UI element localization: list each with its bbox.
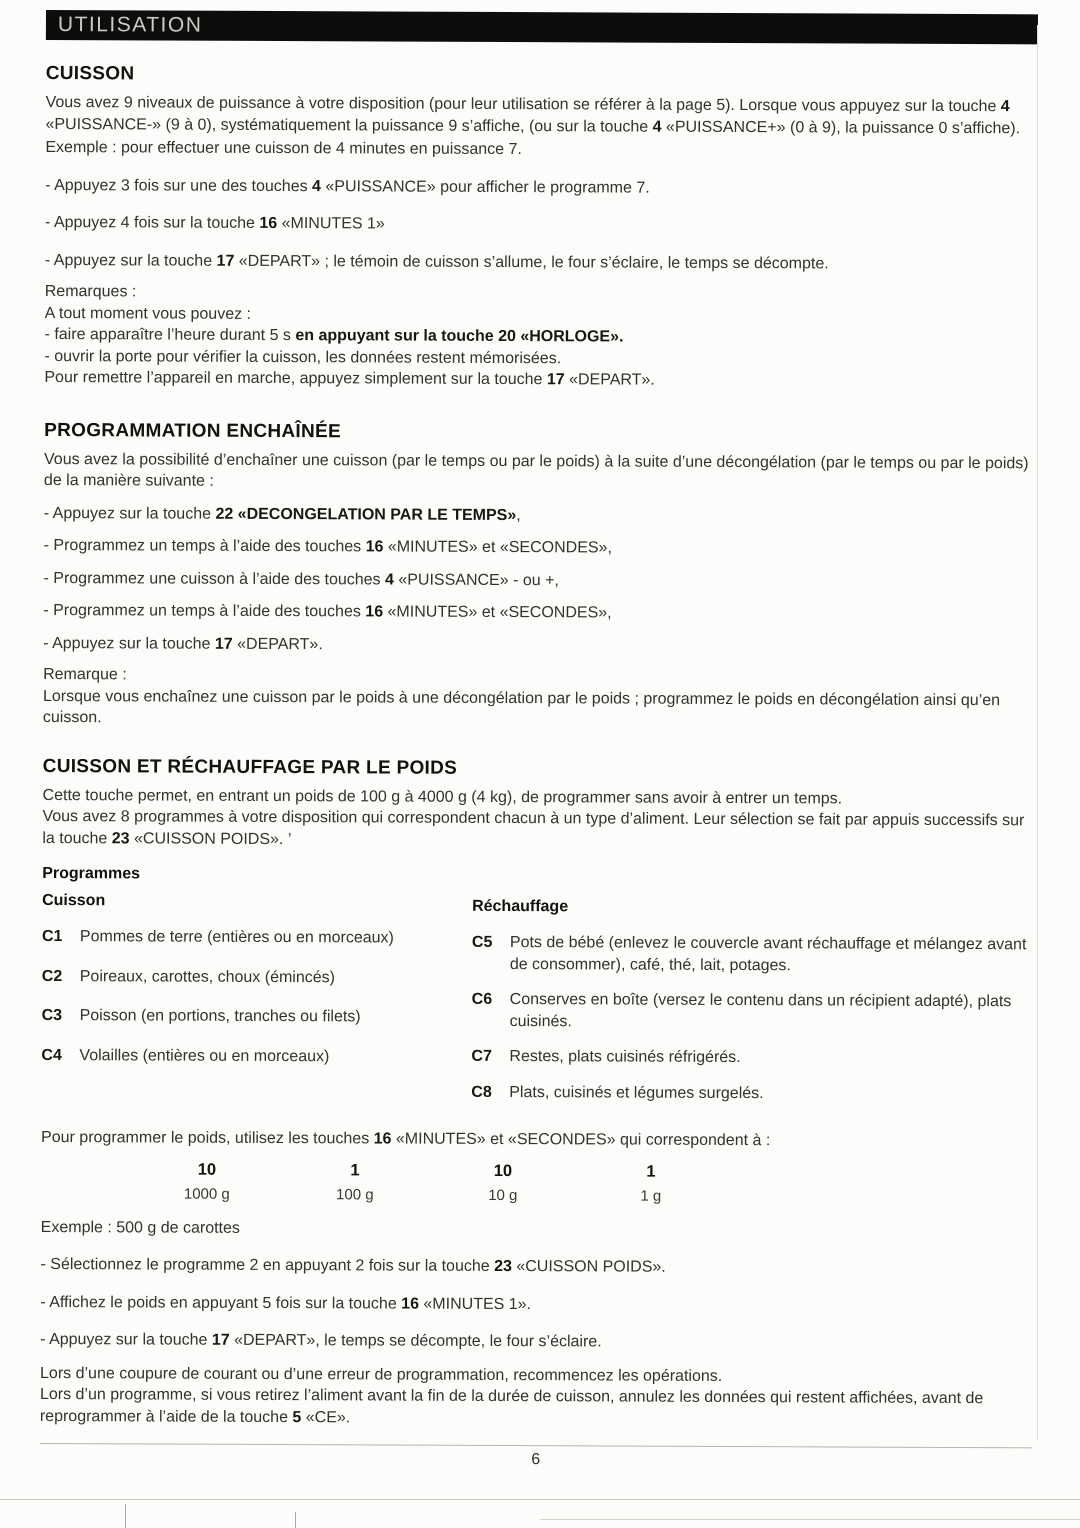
- page-number: 6: [531, 1451, 541, 1469]
- poids-intro-1: Cette touche permet, en entrant un poids de 100 g à 4000 g (4 kg), de programmer sans avoir à entrer un temps.: [42, 786, 843, 807]
- program-text: Plats, cuisinés et légumes surgelés.: [509, 1083, 764, 1102]
- weight-key-table: [41, 1158, 1033, 1208]
- scan-edge-right: [1037, 25, 1038, 1440]
- program-code: C8: [471, 1083, 492, 1101]
- remarques-title: Remarques :: [44, 282, 137, 301]
- section-cuisson-rechauffage-poids: [40, 754, 1035, 1431]
- program-code: C5: [471, 933, 493, 951]
- remarques-line: - faire apparaître l’heure durant 5 s en appuyant sur la touche 20 «HORLOGE».: [44, 325, 624, 346]
- scan-bottom-line: [0, 1499, 1080, 1500]
- section-cuisson: [44, 62, 1037, 393]
- program-item-c2: [42, 965, 472, 988]
- rechauffage-column: [471, 891, 1034, 1119]
- remarques-line: Pour remettre l’appareil en marche, appuyez simplement sur la touche 17 «DEPART».: [44, 368, 655, 389]
- section-title-programmation: PROGRAMMATION ENCHAÎNÉE: [44, 419, 342, 442]
- section-programmation-enchainee: [43, 418, 1036, 732]
- weight-column-4: [577, 1161, 725, 1208]
- remarque-text: Lorsque vous enchaînez une cuisson par le poids à une décongélation par le poids ; programmez le poids en décongélation ainsi qu’en cuisson.: [42, 687, 1001, 727]
- utilisation-header-bar: [46, 10, 1038, 44]
- weight-value: 1000 g: [183, 1185, 230, 1203]
- program-text: Poisson (en portions, tranches ou filets): [79, 1007, 361, 1026]
- program-text: Restes, plats cuisinés réfrigérés.: [509, 1048, 741, 1067]
- program-item-c6: [472, 989, 1034, 1034]
- programmation-intro: Vous avez la possibilité d’enchaîner une cuisson (par le temps ou par le poids) à la suite d’une décongélation (par le temps ou par le poids) de la manière suivante :: [43, 450, 1029, 490]
- program-text: Conserves en boîte (versez le contenu dans un récipient adapté), plats cuisinés.: [509, 991, 1012, 1030]
- weight-value: 1 g: [640, 1187, 662, 1205]
- program-code: C4: [41, 1046, 62, 1064]
- program-text: Volailles (entières ou en morceaux): [79, 1046, 330, 1065]
- scan-tick-1: [125, 1504, 126, 1528]
- cuisson-intro: Vous avez 9 niveaux de puissance à votre disposition (pour leur utilisation se référer à la page 5). Lorsque vous appuyez sur la touche 4 «PUISSANCE-» (9 à 0), systématiquement la puissance 9 s’affiche, (ou sur la touche 4 «PUISSANCE+» (0 à 9), la puissance 0 s’affiche).: [45, 93, 1021, 137]
- section-title-cuisson: CUISSON: [45, 62, 135, 85]
- program-code: C3: [41, 1006, 63, 1025]
- scan-tick-2: [295, 1512, 296, 1528]
- remarques-line: A tout moment vous pouvez :: [44, 304, 252, 323]
- poids-exemple-step: - Appuyez sur la touche 17 «DEPART», le temps se décompte, le four s’éclaire.: [40, 1330, 602, 1351]
- weight-key: 1: [646, 1162, 656, 1181]
- poids-exemple: Exemple : 500 g de carottes: [40, 1218, 240, 1237]
- program-code: C6: [471, 990, 493, 1008]
- poids-intro-2: Vous avez 8 programmes à votre disposition qui correspondent chacun à un type d’aliment. Leur sélection se fait par appuis successifs sur la touche 23 «CUISSON POIDS». ’: [42, 807, 1025, 848]
- programmation-step: - Programmez un temps à l’aide des touches 16 «MINUTES» et «SECONDES»,: [43, 601, 612, 622]
- rechauffage-column-title: Réchauffage: [472, 897, 569, 915]
- program-text: Pommes de terre (entières ou en morceaux): [79, 928, 394, 947]
- program-text: Poireaux, carottes, choux (émincés): [79, 967, 336, 986]
- cuisson-step: - Appuyez 3 fois sur une des touches 4 «PUISSANCE» pour afficher le programme 7.: [45, 176, 650, 197]
- programmation-step: - Appuyez sur la touche 22 «DECONGELATION PAR LE TEMPS»,: [43, 504, 521, 524]
- program-item-c3: [42, 1005, 472, 1028]
- cuisson-step: - Appuyez 4 fois sur la touche 16 «MINUTES 1»: [45, 213, 385, 233]
- weight-key: 10: [197, 1160, 217, 1179]
- poids-touches-line: Pour programmer le poids, utilisez les touches 16 «MINUTES» et «SECONDES» qui correspondent à :: [41, 1128, 771, 1150]
- remarque-title: Remarque :: [43, 665, 127, 684]
- scan-bottom-line-2: [540, 1519, 1080, 1520]
- program-item-c5: [472, 932, 1034, 977]
- weight-value: 10 g: [488, 1186, 518, 1205]
- poids-exemple-step: - Sélectionnez le programme 2 en appuyant 2 fois sur la touche 23 «CUISSON POIDS».: [40, 1255, 666, 1276]
- section-title-poids: CUISSON ET RÉCHAUFFAGE PAR LE POIDS: [42, 755, 458, 779]
- weight-column-3: [429, 1160, 577, 1207]
- programmes-columns: [41, 889, 1034, 1119]
- remarques-line: - ouvrir la porte pour vérifier la cuisson, les données restent mémorisées.: [44, 347, 562, 367]
- page-content: [40, 10, 1038, 1473]
- programmation-step: - Programmez un temps à l’aide des touches 16 «MINUTES» et «SECONDES»,: [43, 536, 612, 557]
- cuisson-column-title: Cuisson: [42, 891, 106, 909]
- program-item-c8: [471, 1081, 1033, 1105]
- program-text: Pots de bébé (enlevez le couvercle avant réchauffage et mélangez avant de consommer), café, thé, lait, potages.: [509, 934, 1027, 974]
- program-item-c4: [41, 1044, 471, 1067]
- programmation-step: - Programmez une cuisson à l’aide des touches 4 «PUISSANCE» - ou +,: [43, 569, 559, 589]
- program-code: C1: [41, 927, 63, 946]
- programmes-title: Programmes: [42, 864, 141, 883]
- poids-exemple-step: - Affichez le poids en appuyant 5 fois sur la touche 16 «MINUTES 1».: [40, 1293, 532, 1313]
- weight-key: 1: [350, 1160, 360, 1179]
- programmation-step: - Appuyez sur la touche 17 «DEPART».: [43, 634, 323, 653]
- weight-value: 100 g: [336, 1186, 374, 1204]
- weight-key: 10: [493, 1161, 513, 1180]
- footer-note-2: Lors d’un programme, si vous retirez l’aliment avant la fin de la durée de cuisson, annulez les données qui restent affichées, avant de reprogrammer à l’aide de la touche 5 «CE».: [39, 1385, 984, 1426]
- footer-note-1: Lors d’une coupure de courant ou d’une erreur de programmation, recommencez les opérations.: [40, 1364, 723, 1385]
- programmation-remarque-block: [43, 664, 1035, 733]
- program-code: C7: [471, 1047, 492, 1065]
- cuisson-step: - Appuyez sur la touche 17 «DEPART» ; le témoin de cuisson s’allume, le four s’éclaire, le temps se décompte.: [44, 251, 829, 272]
- cuisson-column: [41, 889, 472, 1116]
- weight-column-2: [281, 1160, 429, 1207]
- program-code: C2: [41, 967, 63, 985]
- cuisson-exemple: Exemple : pour effectuer une cuisson de 4 minutes en puissance 7.: [45, 138, 522, 159]
- weight-column-1: [133, 1159, 281, 1206]
- cuisson-remarques-block: [44, 281, 1036, 393]
- page-header-title: UTILISATION: [57, 13, 203, 37]
- program-item-c1: [42, 926, 472, 949]
- program-item-c7: [471, 1046, 1033, 1070]
